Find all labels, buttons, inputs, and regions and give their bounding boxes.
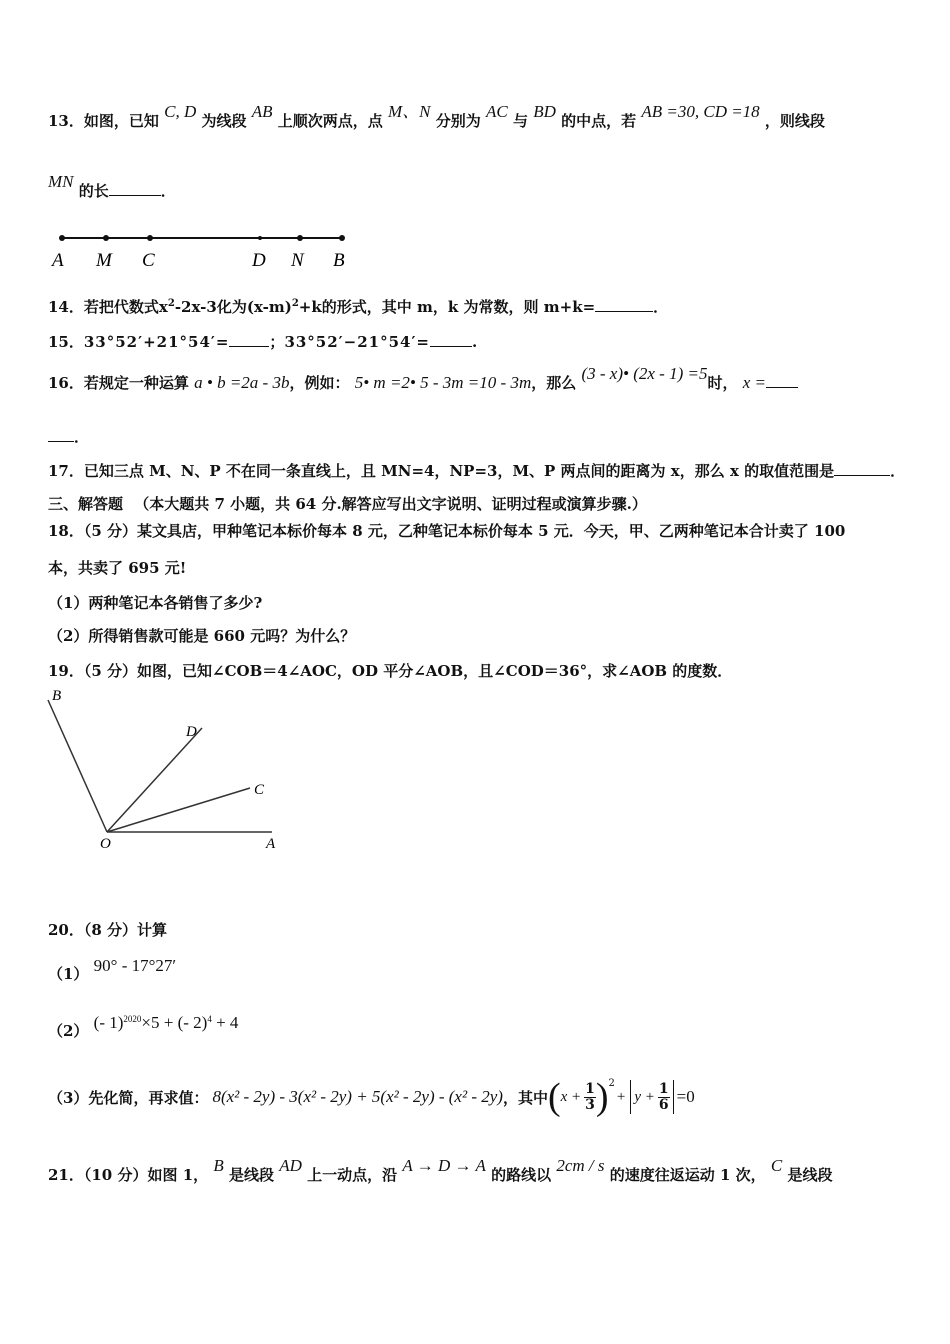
point-n xyxy=(297,235,303,241)
q15-end: . xyxy=(471,333,478,351)
fraction-one-sixth xyxy=(658,1082,670,1113)
q17 xyxy=(48,460,905,481)
point-a xyxy=(59,235,65,241)
q13-text: 分别为 xyxy=(435,112,481,130)
q21 xyxy=(48,1156,833,1185)
label-m: M xyxy=(96,250,112,271)
q14-expr: x xyxy=(158,298,168,316)
answer-blank-cont xyxy=(48,427,74,442)
q13-text: 上顺次两点，点 xyxy=(277,112,383,130)
label-b: B xyxy=(333,250,345,271)
q20-p2-c: + 4 xyxy=(211,1013,239,1032)
math-ab: AB xyxy=(251,102,273,121)
q15-expr2: 33°52′−21°54′= xyxy=(284,333,430,351)
math-cd: C, D xyxy=(164,102,197,121)
label-a: A xyxy=(52,250,64,271)
q20-p3-mid: ，其中 xyxy=(502,1088,548,1107)
q14-expr2: -2x-3 xyxy=(174,298,217,316)
answer-blank-2[interactable] xyxy=(430,332,472,347)
q16-example: 5• m =2• 5 - 3m =10 - 3m xyxy=(354,373,532,392)
cond-y: y + xyxy=(634,1088,655,1105)
q16-equation: (3 - x)• (2x - 1) =5 xyxy=(581,364,708,383)
fraction-one-third xyxy=(584,1082,596,1113)
q17-end: ． xyxy=(890,462,906,480)
q20-part2 xyxy=(48,1012,239,1040)
q20-p2-b-sup: 4 xyxy=(207,1014,212,1024)
q13-text: 的长 xyxy=(78,182,109,200)
cond-x: x + xyxy=(560,1088,582,1105)
point-d xyxy=(258,236,262,240)
q20-title: 20．（8 分）计算 xyxy=(48,921,168,939)
q14-text: 化为 xyxy=(216,298,247,316)
q14-expr3: m+k= xyxy=(543,298,596,316)
q13-end: ． xyxy=(160,182,176,200)
q14-text: 为常数，则 xyxy=(463,298,539,316)
point-b xyxy=(339,235,345,241)
math-values: AB =30, CD =18 xyxy=(641,102,760,121)
label-d: D xyxy=(186,724,197,740)
section-title: 三、解答题 xyxy=(48,495,124,513)
abs-bar-right xyxy=(673,1080,674,1114)
abs-bar-left xyxy=(630,1080,631,1114)
label-d: D xyxy=(252,250,266,271)
q21-text: 的速度往返运动 1 次， xyxy=(609,1166,766,1184)
answer-blank[interactable] xyxy=(766,373,798,388)
q18-sub2: （2）所得销售款可能是 660 元吗？为什么？ xyxy=(48,627,356,645)
q16-end: ． xyxy=(74,428,90,446)
q13-figure xyxy=(44,228,364,273)
frac2-den: 6 xyxy=(658,1096,669,1113)
q14-vars: m，k xyxy=(417,298,459,316)
q14-form2: +k xyxy=(298,298,322,316)
answer-blank[interactable] xyxy=(595,297,653,312)
q16-rule: a • b =2a - 3b xyxy=(194,373,290,392)
q20-p3-label: （3）先化简，再求值： xyxy=(48,1088,209,1107)
q13-text: 为线段 xyxy=(201,112,247,130)
math-mn-seg: MN xyxy=(48,172,74,191)
q17-text: 已知三点 M、N、P 不在同一条直线上，且 MN=4，NP=3，M、P 两点间的距离为 x，那么 x 的取值范围是 xyxy=(83,462,835,480)
section-note: （本大题共 7 小题，共 64 分.解答应写出文字说明、证明过程或演算步骤.） xyxy=(134,495,647,513)
cond-square: 2 xyxy=(608,1077,615,1089)
q14-end: ． xyxy=(653,298,669,316)
answer-blank[interactable] xyxy=(109,181,161,196)
q17-number: 17． xyxy=(48,462,84,480)
q18-line2: 本，共卖了 695 元! xyxy=(48,559,187,577)
q13-text: ，则线段 xyxy=(764,112,825,130)
q21-text: 上一动点，沿 xyxy=(307,1166,398,1184)
q20-part3 xyxy=(48,1072,695,1122)
q15 xyxy=(48,331,477,352)
math-c: C xyxy=(770,1156,783,1175)
answer-blank[interactable] xyxy=(834,461,890,476)
math-ac: AC xyxy=(485,102,508,121)
q16-number: 16． xyxy=(48,374,84,392)
q16-text: 时， xyxy=(707,374,738,392)
math-speed: 2cm / s xyxy=(556,1156,605,1175)
q13-text: 的中点，若 xyxy=(561,112,637,130)
paren-close: ) xyxy=(595,1076,609,1118)
q14 xyxy=(48,296,668,317)
paren-open: ( xyxy=(547,1076,561,1118)
q13-text: 如图，已知 xyxy=(83,112,159,130)
label-c: C xyxy=(254,782,265,798)
q21-text: 的路线以 xyxy=(491,1166,552,1184)
math-bd: BD xyxy=(533,102,556,121)
ray-ob xyxy=(48,700,107,832)
q13-text: 与 xyxy=(512,112,528,130)
math-mn: M、N xyxy=(388,102,431,121)
q20-part1 xyxy=(48,955,177,983)
q20-p3-expr: 8(x² - 2y) - 3(x² - 2y) + 5(x² - 2y) - (x² - 2y) xyxy=(212,1087,503,1106)
q20-p2-label: （2） xyxy=(48,1022,89,1040)
math-ad: AD xyxy=(279,1156,302,1175)
q16-var: x = xyxy=(742,373,766,392)
q14-form: (x-m) xyxy=(246,298,292,316)
label-c: C xyxy=(142,250,155,271)
label-b: B xyxy=(52,688,62,704)
q20-p2-a: (- 1) xyxy=(93,1013,124,1032)
frac1-den: 3 xyxy=(585,1096,595,1113)
q14-number: 14． xyxy=(48,298,84,316)
q21-text: 是线段 xyxy=(787,1166,833,1184)
q20-p1-expr: 90° - 17°27′ xyxy=(93,956,177,975)
ray-oc xyxy=(107,788,250,832)
q19-text: 19．（5 分）如图，已知∠COB＝4∠AOC，OD 平分∠AOB，且∠COD＝36°，求∠AOB 的度数． xyxy=(48,662,733,680)
point-c xyxy=(147,235,153,241)
frac2-num: 1 xyxy=(658,1080,669,1097)
q14-text: 的形式，其中 xyxy=(321,298,412,316)
q16 xyxy=(48,364,798,393)
frac1-num: 1 xyxy=(585,1080,595,1097)
ray-od xyxy=(107,728,202,832)
q18-line1: 18．（5 分）某文具店，甲种笔记本标价每本 8 元，乙种笔记本标价每本 5 元．今天，甲、乙两种笔记本合计卖了 100 xyxy=(48,522,846,540)
q15-expr1: 33°52′+21°54′= xyxy=(83,333,230,351)
label-a: A xyxy=(266,836,276,852)
q13-line2 xyxy=(48,172,176,201)
q20-p2-a-sup: 2020 xyxy=(123,1014,142,1024)
q14-sup: 2 xyxy=(167,298,175,309)
q16-cont xyxy=(48,426,89,447)
q20-p1-label: （1） xyxy=(48,965,89,983)
q19-figure xyxy=(40,684,290,854)
plus-sign: + xyxy=(616,1088,626,1105)
label-n: N xyxy=(291,250,304,271)
q21-text: 是线段 xyxy=(229,1166,275,1184)
q18-sub1: （1）两种笔记本各销售了多少? xyxy=(48,594,263,612)
cond-eq: =0 xyxy=(676,1087,695,1106)
answer-blank-1[interactable] xyxy=(229,332,269,347)
q15-sep: ； xyxy=(269,333,285,351)
math-path: A → D → A xyxy=(402,1156,486,1175)
q15-number: 15． xyxy=(48,333,84,351)
q16-text: ，例如： xyxy=(289,374,350,392)
q20-p2-b: ×5 + (- 2) xyxy=(141,1013,208,1032)
q13-line1 xyxy=(48,102,825,131)
q21-number: 21．（10 分）如图 1， xyxy=(48,1166,209,1184)
math-b: B xyxy=(213,1156,224,1175)
q16-text: 若规定一种运算 xyxy=(83,374,189,392)
q13-number: 13． xyxy=(48,112,84,130)
q14-text: 若把代数式 xyxy=(83,298,159,316)
label-o: O xyxy=(100,836,111,852)
point-m xyxy=(103,235,109,241)
q14-form-sup: 2 xyxy=(291,298,299,309)
section-3-heading xyxy=(48,493,647,514)
q16-text: ，那么 xyxy=(531,374,577,392)
